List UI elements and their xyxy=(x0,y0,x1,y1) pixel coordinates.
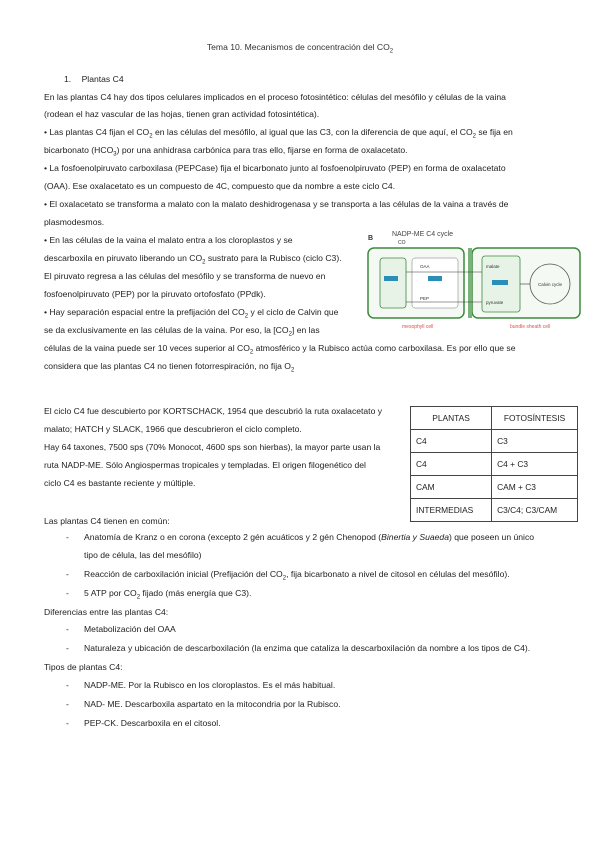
table-cell: INTERMEDIAS xyxy=(411,499,492,522)
paragraph-line: • La fosfoenolpiruvato carboxilasa (PEPCase) fija el bicarbonato junto al fosfoenolpiruvato (PEP) en forma de oxalacetato xyxy=(44,163,506,173)
paragraph-line: descarboxila en piruvato liberando un $CO_2$ sustrato para la Rubisco (ciclo C3). xyxy=(44,253,342,266)
calvin-label: Calvin cycle xyxy=(538,282,563,287)
paragraph-line: fosfoenolpiruvato (PEP) por la piruvato ortofosfato (PPdk). xyxy=(44,289,266,299)
table-row xyxy=(411,453,578,476)
paragraph-line: El piruvato regresa a las células del mesófilo y se transforma de nuevo en xyxy=(44,271,326,281)
table-row xyxy=(411,430,578,453)
dash-bullet: - xyxy=(66,588,69,598)
paragraph-line: • El oxalacetato se transforma a malato con la malato deshidrogenasa y se transporta a las células de la vaina a través de xyxy=(44,199,509,209)
paragraph-line: (rodean el haz vascular de las hojas, tienen gran actividad fotosintética). xyxy=(44,109,320,119)
paragraph-line: • Hay separación espacial entre la prefijación del $CO_2$ y el ciclo de Calvin que xyxy=(44,307,339,320)
section-heading xyxy=(64,74,124,84)
paragraph-line: plasmodesmos. xyxy=(44,217,105,227)
list-item: Reacción de carboxilación inicial (Prefijación del $CO_2$, fija bicarbonato a nivel de citosol en células del mesófilo). xyxy=(84,569,510,582)
paragraph-line: • En las células de la vaina el malato entra a los cloroplastos y se xyxy=(44,235,293,245)
table-header: FOTOSÍNTESIS xyxy=(492,407,578,430)
chloroplast-shape xyxy=(380,258,406,308)
dash-bullet: - xyxy=(66,699,69,709)
oaa-label: OAA xyxy=(420,264,430,269)
paragraph-line: considera que las plantas C4 no tienen fotorrespiración, no fija $O_2$ xyxy=(44,361,295,374)
paragraph-line: (OAA). Ese oxalacetato es un compuesto de 4C, compuesto que da nombre a este ciclo C4. xyxy=(44,181,396,191)
cell-wall xyxy=(468,248,472,318)
mesophyll-label: mesophyll cell xyxy=(402,324,434,330)
paragraph-line: ruta NADP-ME. Sólo Angiospermas tropicales y templadas. El origen filogenético del xyxy=(44,460,366,470)
list-item: Naturaleza y ubicación de descarboxilación (la enzima que cataliza la descarboxilación da nombre a los tipos de C4). xyxy=(84,643,531,653)
enzyme-box xyxy=(492,280,508,285)
dash-bullet: - xyxy=(66,624,69,634)
list-item: PEP-CK. Descarboxila en el citosol. xyxy=(84,718,221,728)
table-row xyxy=(411,476,578,499)
dash-bullet: - xyxy=(66,718,69,728)
common-heading: Las plantas C4 tienen en común: xyxy=(44,516,170,526)
list-item: Anatomía de Kranz o en corona (excepto 2 gén acuáticos y 2 gén Chenopod (Binertia y Suaeda) que poseen un único xyxy=(84,532,535,542)
diagram-title: NADP-ME C4 cycle xyxy=(392,231,454,238)
dash-bullet: - xyxy=(66,532,69,542)
paragraph-line: ciclo C4 es bastante reciente y múltiple. xyxy=(44,478,196,488)
table-row xyxy=(411,499,578,522)
types-heading: Tipos de plantas C4: xyxy=(44,662,123,672)
paragraph-line: bicarbonato $(HCO_3)$ por una anhidrasa carbónica para tras ello, fijarse en forma de oxalacetato. xyxy=(44,145,408,158)
cytosol-shape xyxy=(412,258,458,308)
table-cell: C4 xyxy=(411,430,492,453)
table-cell: C3/C4; C3/CAM xyxy=(492,499,578,522)
pyruvate-label: pyruvate xyxy=(486,300,504,305)
diff-heading: Diferencias entre las plantas C4: xyxy=(44,607,169,617)
paragraph-line: El ciclo C4 fue descubierto por KORTSCHACK, 1954 que descubrió la ruta oxalacetato y xyxy=(44,406,383,416)
dash-bullet: - xyxy=(66,569,69,579)
page-title: Tema 10. Mecanismos de concentración del $CO_2$ xyxy=(206,42,394,55)
table-cell: CAM xyxy=(411,476,492,499)
paragraph-line: células de la vaina puede ser 10 veces superior al $CO_2$ atmosférico y la Rubisco actúa como carboxilasa. Es por ello que se xyxy=(44,343,516,356)
list-item: Metabolización del OAA xyxy=(84,624,176,634)
nadp-me-cycle-diagram xyxy=(362,228,587,331)
table-header-row xyxy=(411,407,578,430)
list-item-continuation: tipo de célula, las del mesófilo) xyxy=(84,550,202,560)
dash-bullet: - xyxy=(66,643,69,653)
diagram-co2: CO xyxy=(398,240,406,246)
section-title: Plantas C4 xyxy=(81,74,124,84)
table-header: PLANTAS xyxy=(411,407,492,430)
list-item: NADP-ME. Por la Rubisco en los cloroplastos. Es el más habitual. xyxy=(84,680,336,690)
diagram-label-b: B xyxy=(368,235,374,242)
enzyme-box xyxy=(384,276,398,281)
paragraph-line: se da exclusivamente en las células de la vaina. Por eso, la $[CO_2]$ en las xyxy=(44,325,320,338)
table-cell: CAM + C3 xyxy=(492,476,578,499)
table-cell: C4 + C3 xyxy=(492,453,578,476)
enzyme-box xyxy=(428,276,442,281)
plants-table xyxy=(410,406,578,522)
dash-bullet: - xyxy=(66,680,69,690)
paragraph-line: • Las plantas C4 fijan el $CO_2$ en las células del mesófilo, al igual que las C3, con la diferencia de que aquí, el $CO_2$ se fija en xyxy=(44,127,513,140)
table-cell: C3 xyxy=(492,430,578,453)
list-item: NAD- ME. Descarboxila aspartato en la mitocondria por la Rubisco. xyxy=(84,699,341,709)
paragraph-line: Hay 64 taxones, 7500 sps (70% Monocot, 4600 sps son hierbas), la mayor parte usan la xyxy=(44,442,381,452)
paragraph-line: En las plantas C4 hay dos tipos celulares implicados en el proceso fotosintético: células del mesófilo y células de la vaina xyxy=(44,92,506,102)
paragraph-line: malato; HATCH y SLACK, 1966 que descubrieron el ciclo completo. xyxy=(44,424,302,434)
list-item: 5 ATP por $CO_2$ fijado (más energía que C3). xyxy=(84,588,252,601)
bundle-sheath-label: bundle sheath cell xyxy=(510,324,551,330)
pep-label: PEP xyxy=(420,296,430,301)
malate-label: malate xyxy=(486,264,500,269)
table-cell: C4 xyxy=(411,453,492,476)
section-number: 1. xyxy=(64,74,72,84)
